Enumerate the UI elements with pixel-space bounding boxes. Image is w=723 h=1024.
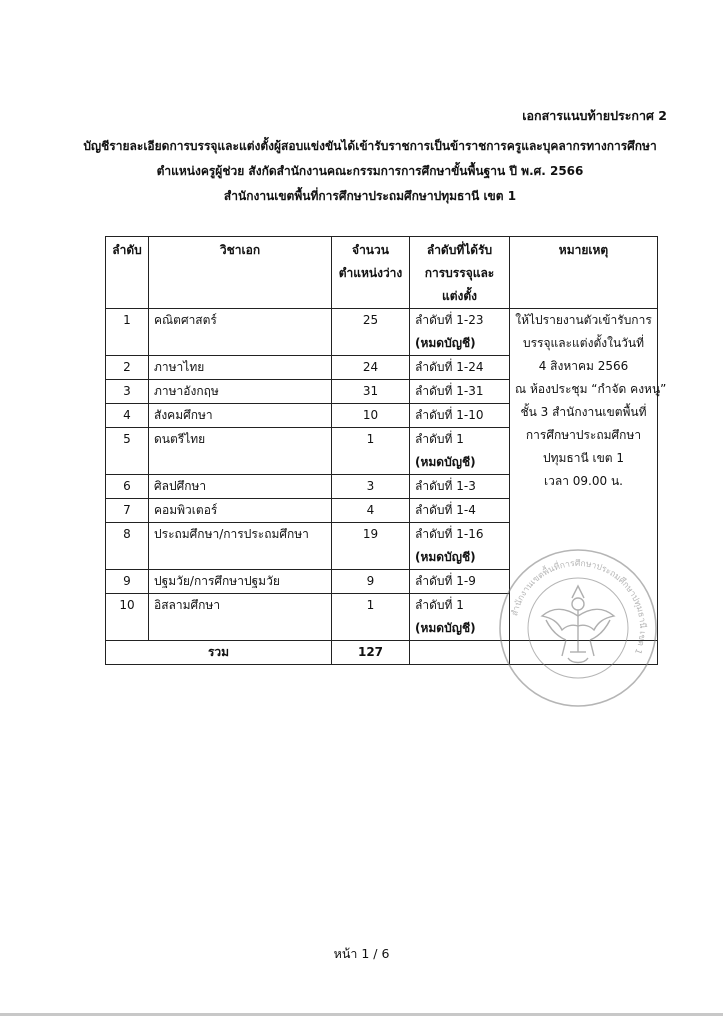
cell-vacancy: 1 bbox=[332, 428, 410, 475]
header-vacancy-line: ตำแหน่งว่าง bbox=[338, 266, 403, 280]
cell-rank bbox=[410, 309, 510, 356]
cell-vacancy: 9 bbox=[332, 570, 410, 594]
cell-no: 9 bbox=[106, 570, 149, 594]
cell-subject: ศิลปศึกษา bbox=[149, 475, 332, 499]
cell-subject: สังคมศึกษา bbox=[149, 404, 332, 428]
header-vacancy-line: จำนวน bbox=[352, 243, 389, 257]
cell-no: 3 bbox=[106, 380, 149, 404]
document-reference: เอกสารแนบท้ายประกาศ 2 bbox=[522, 108, 667, 123]
header-note: หมายเหตุ bbox=[510, 237, 658, 309]
cell-subject: คอมพิวเตอร์ bbox=[149, 499, 332, 523]
cell-subject: ปฐมวัย/การศึกษาปฐมวัย bbox=[149, 570, 332, 594]
total-value: 127 bbox=[332, 641, 410, 665]
cell-no: 7 bbox=[106, 499, 149, 523]
header-no: ลำดับ bbox=[106, 237, 149, 309]
note-line: ปทุมธานี เขต 1 bbox=[542, 451, 625, 465]
cell-rank: ลำดับที่ 1-3 bbox=[410, 475, 510, 499]
rank-range: ลำดับที่ 1-23 bbox=[415, 313, 484, 327]
total-empty-cell bbox=[410, 641, 510, 665]
cell-no: 1 bbox=[106, 309, 149, 356]
cell-rank: ลำดับที่ 1-24 bbox=[410, 356, 510, 380]
note-line: 4 สิงหาคม 2566 bbox=[538, 359, 629, 373]
note-line: การศึกษาประถมศึกษา bbox=[525, 428, 642, 442]
cell-rank bbox=[410, 523, 510, 570]
cell-no: 5 bbox=[106, 428, 149, 475]
cell-subject: อิสลามศึกษา bbox=[149, 594, 332, 641]
cell-subject: ดนตรีไทย bbox=[149, 428, 332, 475]
page-number: หน้า 1 / 6 bbox=[333, 946, 390, 961]
table-header-row bbox=[106, 237, 658, 309]
rank-range: ลำดับที่ 1-16 bbox=[415, 527, 484, 541]
title-line: สำนักงานเขตพื้นที่การศึกษาประถมศึกษาปทุมธานี เขต 1 bbox=[223, 189, 517, 203]
rank-note: (หมดบัญชี) bbox=[415, 621, 476, 635]
cell-rank: ลำดับที่ 1-31 bbox=[410, 380, 510, 404]
rank-range: ลำดับที่ 1 bbox=[415, 598, 464, 612]
scan-edge-line bbox=[0, 1013, 723, 1016]
cell-vacancy: 24 bbox=[332, 356, 410, 380]
cell-subject: ประถมศึกษา/การประถมศึกษา bbox=[149, 523, 332, 570]
header-rank bbox=[410, 237, 510, 309]
title-line: บัญชีรายละเอียดการบรรจุและแต่งตั้งผู้สอบแข่งขันได้เข้ารับราชการเป็นข้าราชการครูและบุคลากรทางการศึกษา bbox=[83, 139, 657, 153]
cell-subject: ภาษาอังกฤษ bbox=[149, 380, 332, 404]
note-line: ให้ไปรายงานตัวเข้ารับการ bbox=[515, 313, 652, 327]
cell-rank: ลำดับที่ 1-9 bbox=[410, 570, 510, 594]
cell-vacancy: 1 bbox=[332, 594, 410, 641]
note-line: เวลา 09.00 น. bbox=[544, 474, 623, 488]
note-line: บรรจุและแต่งตั้งในวันที่ bbox=[522, 336, 645, 350]
cell-vacancy: 31 bbox=[332, 380, 410, 404]
cell-vacancy: 3 bbox=[332, 475, 410, 499]
rank-range: ลำดับที่ 1 bbox=[415, 432, 464, 446]
cell-no: 2 bbox=[106, 356, 149, 380]
note-line: ณ ห้องประชุม “กำจัด คงหนู” bbox=[515, 382, 667, 396]
cell-vacancy: 19 bbox=[332, 523, 410, 570]
cell-rank: ลำดับที่ 1-4 bbox=[410, 499, 510, 523]
garuda-emblem-icon bbox=[542, 586, 614, 663]
header-rank-line: ลำดับที่ได้รับ bbox=[426, 243, 493, 257]
office-seal bbox=[496, 546, 660, 710]
cell-no: 8 bbox=[106, 523, 149, 570]
cell-subject: ภาษาไทย bbox=[149, 356, 332, 380]
cell-no: 10 bbox=[106, 594, 149, 641]
header-rank-line: การบรรจุและ bbox=[424, 266, 495, 280]
seal-text: สำนักงานเขตพื้นที่การศึกษาประถมศึกษาปทุมธานี เขต 1 bbox=[510, 558, 648, 656]
cell-vacancy: 10 bbox=[332, 404, 410, 428]
document-title bbox=[60, 134, 680, 209]
cell-rank bbox=[410, 594, 510, 641]
header-subject: วิชาเอก bbox=[149, 237, 332, 309]
header-vacancy bbox=[332, 237, 410, 309]
cell-rank bbox=[410, 428, 510, 475]
cell-vacancy: 25 bbox=[332, 309, 410, 356]
cell-rank: ลำดับที่ 1-10 bbox=[410, 404, 510, 428]
table-row bbox=[106, 309, 658, 356]
note-line: ชั้น 3 สำนักงานเขตพื้นที่ bbox=[520, 405, 647, 419]
cell-vacancy: 4 bbox=[332, 499, 410, 523]
total-label: รวม bbox=[106, 641, 332, 665]
title-line: ตำแหน่งครูผู้ช่วย สังกัดสำนักงานคณะกรรมการการศึกษาขั้นพื้นฐาน ปี พ.ศ. 2566 bbox=[156, 164, 584, 178]
rank-note: (หมดบัญชี) bbox=[415, 336, 476, 350]
cell-subject: คณิตศาสตร์ bbox=[149, 309, 332, 356]
cell-no: 4 bbox=[106, 404, 149, 428]
rank-note: (หมดบัญชี) bbox=[415, 455, 476, 469]
rank-note: (หมดบัญชี) bbox=[415, 550, 476, 564]
header-rank-line: แต่งตั้ง bbox=[441, 289, 478, 303]
cell-no: 6 bbox=[106, 475, 149, 499]
